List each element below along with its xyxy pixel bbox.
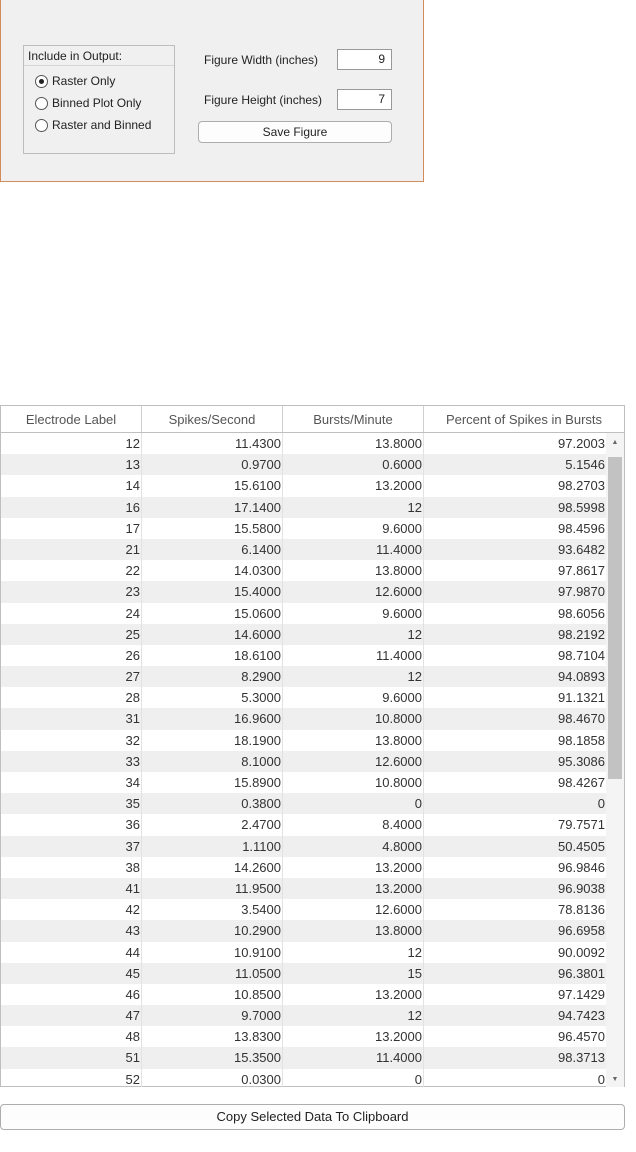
- table-cell[interactable]: 15.8900: [142, 772, 283, 793]
- table-cell[interactable]: 2.4700: [142, 814, 283, 835]
- table-cell[interactable]: 13.8000: [283, 730, 424, 751]
- electrode-stats-table[interactable]: [0, 405, 625, 1087]
- table-cell[interactable]: 12: [283, 497, 424, 518]
- table-cell[interactable]: 11.0500: [142, 963, 283, 984]
- table-cell[interactable]: 44: [1, 942, 142, 963]
- save-figure-button[interactable]: Save Figure: [198, 121, 392, 143]
- table-cell[interactable]: 41: [1, 878, 142, 899]
- table-cell[interactable]: 10.8000: [283, 772, 424, 793]
- table-cell[interactable]: 15.3500: [142, 1047, 283, 1068]
- table-cell[interactable]: 13.2000: [283, 475, 424, 496]
- table-cell[interactable]: 9.6000: [283, 687, 424, 708]
- table-cell[interactable]: 98.3713: [424, 1047, 607, 1068]
- table-cell[interactable]: 32: [1, 730, 142, 751]
- column-header[interactable]: Percent of Spikes in Bursts: [445, 412, 603, 427]
- table-row[interactable]: [1, 920, 607, 941]
- table-cell[interactable]: 46: [1, 984, 142, 1005]
- radio-selected-icon: [35, 75, 48, 88]
- table-cell[interactable]: 98.2192: [424, 624, 607, 645]
- table-cell[interactable]: 43: [1, 920, 142, 941]
- radio-raster-and-binned[interactable]: Raster and Binned: [35, 117, 151, 133]
- table-cell[interactable]: 16.9600: [142, 708, 283, 729]
- table-cell[interactable]: 98.4267: [424, 772, 607, 793]
- column-header[interactable]: Electrode Label: [1, 406, 142, 432]
- table-row[interactable]: [1, 1026, 607, 1047]
- table-row[interactable]: [1, 899, 607, 920]
- table-cell[interactable]: 11.4000: [283, 645, 424, 666]
- table-cell[interactable]: 94.0893: [424, 666, 607, 687]
- table-cell[interactable]: 0: [424, 1069, 607, 1087]
- table-cell[interactable]: 15.4000: [142, 581, 283, 602]
- table-cell[interactable]: 38: [1, 857, 142, 878]
- table-cell[interactable]: 37: [1, 836, 142, 857]
- table-cell[interactable]: 93.6482: [424, 539, 607, 560]
- scroll-thumb[interactable]: [608, 457, 622, 779]
- figure-options-panel: [0, 0, 424, 182]
- table-cell[interactable]: 96.3801: [424, 963, 607, 984]
- table-cell[interactable]: 97.9870: [424, 581, 607, 602]
- table-cell[interactable]: 5.3000: [142, 687, 283, 708]
- table-cell[interactable]: 18.1900: [142, 730, 283, 751]
- radio-unselected-icon: [35, 97, 48, 110]
- table-cell[interactable]: 10.8000: [283, 708, 424, 729]
- group-title: Include in Output:: [24, 46, 174, 66]
- table-cell[interactable]: 98.2703: [424, 475, 607, 496]
- table-cell[interactable]: 12.6000: [283, 581, 424, 602]
- table-cell[interactable]: 12: [283, 666, 424, 687]
- table-cell[interactable]: 98.5998: [424, 497, 607, 518]
- table-row[interactable]: [1, 942, 607, 963]
- table-cell[interactable]: 97.8617: [424, 560, 607, 581]
- table-cell[interactable]: 0: [424, 793, 607, 814]
- table-row[interactable]: [1, 1005, 607, 1026]
- figure-height-label: Figure Height (inches): [204, 93, 323, 107]
- table-cell[interactable]: 11.4000: [283, 1047, 424, 1068]
- table-cell[interactable]: 18.6100: [142, 645, 283, 666]
- table-cell[interactable]: 14.6000: [142, 624, 283, 645]
- table-cell[interactable]: 13.8000: [283, 920, 424, 941]
- table-cell[interactable]: 98.1858: [424, 730, 607, 751]
- table-cell[interactable]: 24: [1, 603, 142, 624]
- table-cell[interactable]: 90.0092: [424, 942, 607, 963]
- table-row[interactable]: [1, 708, 607, 729]
- table-row[interactable]: [1, 433, 607, 454]
- table-cell[interactable]: 13.2000: [283, 857, 424, 878]
- table-cell[interactable]: 13.2000: [283, 1026, 424, 1047]
- table-cell[interactable]: 51: [1, 1047, 142, 1068]
- table-cell[interactable]: 25: [1, 624, 142, 645]
- radio-binned-plot-only[interactable]: Binned Plot Only: [35, 95, 141, 111]
- table-cell[interactable]: 3.5400: [142, 899, 283, 920]
- table-cell[interactable]: 95.3086: [424, 751, 607, 772]
- table-cell[interactable]: 98.4596: [424, 518, 607, 539]
- table-cell[interactable]: 9.7000: [142, 1005, 283, 1026]
- copy-to-clipboard-button[interactable]: Copy Selected Data To Clipboard: [0, 1104, 625, 1130]
- table-cell[interactable]: 6.1400: [142, 539, 283, 560]
- table-cell[interactable]: 5.1546: [424, 454, 607, 475]
- table-cell[interactable]: 14.2600: [142, 857, 283, 878]
- table-cell[interactable]: 4.8000: [283, 836, 424, 857]
- table-cell[interactable]: 21: [1, 539, 142, 560]
- table-header: [1, 406, 624, 433]
- table-cell[interactable]: 10.9100: [142, 942, 283, 963]
- table-body: [1, 433, 607, 1087]
- table-cell[interactable]: 45: [1, 963, 142, 984]
- table-cell[interactable]: 33: [1, 751, 142, 772]
- table-cell[interactable]: 98.4670: [424, 708, 607, 729]
- table-cell[interactable]: 0: [283, 793, 424, 814]
- table-cell[interactable]: 47: [1, 1005, 142, 1026]
- table-row[interactable]: [1, 603, 607, 624]
- scroll-up-icon[interactable]: ▲: [611, 439, 619, 446]
- table-cell[interactable]: 12: [283, 1005, 424, 1026]
- table-row[interactable]: [1, 454, 607, 475]
- table-cell[interactable]: 10.8500: [142, 984, 283, 1005]
- table-cell[interactable]: 13: [1, 454, 142, 475]
- table-cell[interactable]: 35: [1, 793, 142, 814]
- column-header[interactable]: Spikes/Second: [142, 406, 283, 432]
- table-cell[interactable]: 48: [1, 1026, 142, 1047]
- table-row[interactable]: [1, 687, 607, 708]
- table-cell[interactable]: 8.1000: [142, 751, 283, 772]
- table-cell[interactable]: 91.1321: [424, 687, 607, 708]
- table-row[interactable]: [1, 475, 607, 496]
- table-cell[interactable]: 11.4000: [283, 539, 424, 560]
- table-cell[interactable]: 16: [1, 497, 142, 518]
- table-row[interactable]: [1, 645, 607, 666]
- table-row[interactable]: [1, 730, 607, 751]
- table-cell[interactable]: 9.6000: [283, 603, 424, 624]
- table-row[interactable]: [1, 497, 607, 518]
- table-cell[interactable]: 34: [1, 772, 142, 793]
- table-row[interactable]: [1, 624, 607, 645]
- table-cell[interactable]: 12.6000: [283, 751, 424, 772]
- scroll-down-icon[interactable]: ▼: [611, 1076, 619, 1083]
- table-cell[interactable]: 98.7104: [424, 645, 607, 666]
- table-cell[interactable]: 97.1429: [424, 984, 607, 1005]
- table-cell[interactable]: 13.2000: [283, 984, 424, 1005]
- table-cell[interactable]: 0.0300: [142, 1069, 283, 1087]
- table-cell[interactable]: 17.1400: [142, 497, 283, 518]
- table-cell[interactable]: 10.2900: [142, 920, 283, 941]
- table-cell[interactable]: 13.2000: [283, 878, 424, 899]
- table-cell[interactable]: 12: [283, 624, 424, 645]
- table-cell[interactable]: 78.8136: [424, 899, 607, 920]
- table-row[interactable]: [1, 518, 607, 539]
- table-row[interactable]: [1, 836, 607, 857]
- table-row[interactable]: [1, 857, 607, 878]
- table-cell[interactable]: 12.6000: [283, 899, 424, 920]
- table-cell[interactable]: 1.1100: [142, 836, 283, 857]
- table-cell[interactable]: 23: [1, 581, 142, 602]
- table-cell[interactable]: 15.0600: [142, 603, 283, 624]
- table-cell[interactable]: 14: [1, 475, 142, 496]
- table-row[interactable]: [1, 814, 607, 835]
- include-in-output-group: [23, 45, 175, 154]
- table-cell[interactable]: 14.0300: [142, 560, 283, 581]
- table-row[interactable]: [1, 772, 607, 793]
- table-cell[interactable]: 8.2900: [142, 666, 283, 687]
- table-cell[interactable]: 94.7423: [424, 1005, 607, 1026]
- table-cell[interactable]: 12: [1, 433, 142, 454]
- table-cell[interactable]: 13.8300: [142, 1026, 283, 1047]
- table-cell[interactable]: 79.7571: [424, 814, 607, 835]
- table-row[interactable]: [1, 984, 607, 1005]
- table-cell[interactable]: 11.4300: [142, 433, 283, 454]
- table-cell[interactable]: 17: [1, 518, 142, 539]
- table-cell[interactable]: 26: [1, 645, 142, 666]
- table-row[interactable]: [1, 963, 607, 984]
- table-cell[interactable]: 28: [1, 687, 142, 708]
- table-cell[interactable]: 0: [283, 1069, 424, 1087]
- table-scrollbar[interactable]: [606, 433, 624, 1087]
- table-row[interactable]: [1, 878, 607, 899]
- table-cell[interactable]: 12: [283, 942, 424, 963]
- table-cell[interactable]: 0.9700: [142, 454, 283, 475]
- table-cell[interactable]: 96.9038: [424, 878, 607, 899]
- table-cell[interactable]: 11.9500: [142, 878, 283, 899]
- table-cell[interactable]: 22: [1, 560, 142, 581]
- figure-width-input[interactable]: 9: [337, 49, 392, 70]
- table-row[interactable]: [1, 751, 607, 772]
- table-cell[interactable]: 36: [1, 814, 142, 835]
- table-cell[interactable]: 98.6056: [424, 603, 607, 624]
- table-row[interactable]: [1, 793, 607, 814]
- radio-unselected-icon: [35, 119, 48, 132]
- table-cell[interactable]: 15: [283, 963, 424, 984]
- table-row[interactable]: [1, 539, 607, 560]
- table-cell[interactable]: 0.3800: [142, 793, 283, 814]
- table-cell[interactable]: 15.5800: [142, 518, 283, 539]
- table-cell[interactable]: 15.6100: [142, 475, 283, 496]
- table-row[interactable]: [1, 1069, 607, 1087]
- table-cell[interactable]: 96.4570: [424, 1026, 607, 1047]
- table-row[interactable]: [1, 1047, 607, 1068]
- table-cell[interactable]: 27: [1, 666, 142, 687]
- table-row[interactable]: [1, 581, 607, 602]
- table-row[interactable]: [1, 666, 607, 687]
- table-row[interactable]: [1, 560, 607, 581]
- figure-height-input[interactable]: 7: [337, 89, 392, 110]
- table-cell[interactable]: 13.8000: [283, 560, 424, 581]
- table-cell[interactable]: 96.6958: [424, 920, 607, 941]
- table-cell[interactable]: 13.8000: [283, 433, 424, 454]
- table-cell[interactable]: 52: [1, 1069, 142, 1087]
- table-cell[interactable]: 31: [1, 708, 142, 729]
- table-cell[interactable]: 97.2003: [424, 433, 607, 454]
- column-header[interactable]: Bursts/Minute: [283, 406, 424, 432]
- table-cell[interactable]: 42: [1, 899, 142, 920]
- figure-width-label: Figure Width (inches): [204, 53, 319, 67]
- table-cell[interactable]: 96.9846: [424, 857, 607, 878]
- table-cell[interactable]: 9.6000: [283, 518, 424, 539]
- table-cell[interactable]: 50.4505: [424, 836, 607, 857]
- table-cell[interactable]: 0.6000: [283, 454, 424, 475]
- radio-raster-only[interactable]: Raster Only: [35, 73, 115, 89]
- table-cell[interactable]: 8.4000: [283, 814, 424, 835]
